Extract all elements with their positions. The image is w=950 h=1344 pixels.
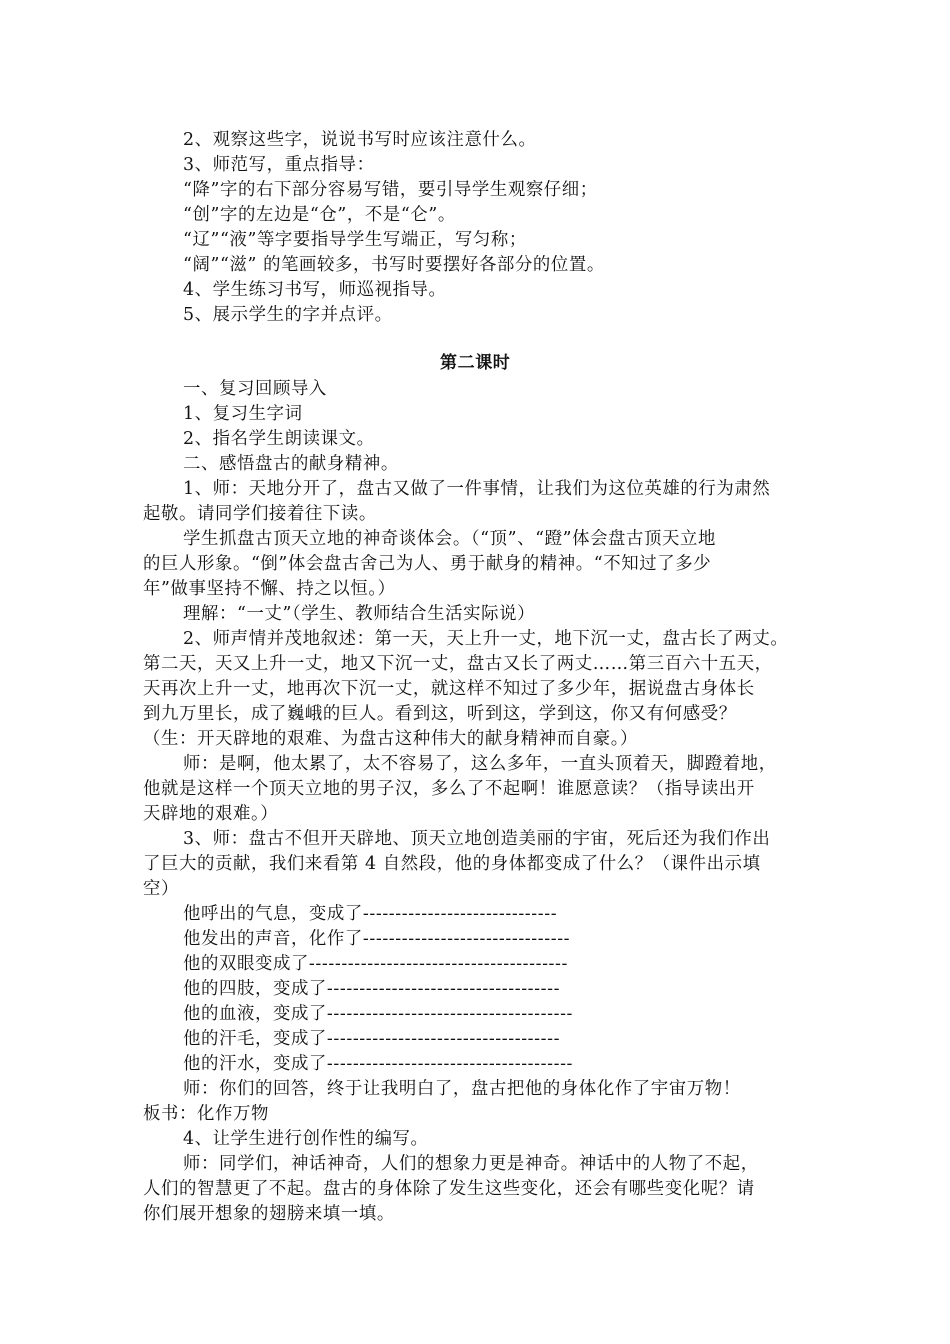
- writing-note: “降”字的右下部分容易写错，要引导学生观察仔细；: [183, 180, 598, 200]
- paragraph-line: 师：同学们，神话神奇，人们的想象力更是神奇。神话中的人物了不起，: [183, 1154, 759, 1174]
- writing-note: “创”字的左边是“仓”，不是“仑”。: [183, 205, 456, 225]
- paragraph-line: 理解：“一丈”（学生、教师结合生活实际说）: [183, 604, 536, 624]
- fill-blank-line: 他的血液，变成了--------------------------------------: [183, 1004, 574, 1024]
- paragraph-line: 天辟地的艰难。）: [143, 804, 279, 824]
- fill-blank-line: 他的四肢，变成了------------------------------------: [183, 979, 561, 999]
- paragraph-line: 了巨大的贡献，我们来看第 4 自然段，他的身体都变成了什么？（课件出示填: [143, 854, 761, 874]
- board-note: 板书：化作万物: [143, 1104, 269, 1124]
- fill-blank-line: 他的汗水，变成了--------------------------------------: [183, 1054, 574, 1074]
- paragraph-line: 年”做事坚持不懈、持之以恒。）: [143, 579, 396, 599]
- paragraph-line: 你们展开想象的翅膀来填一填。: [143, 1204, 395, 1224]
- section-title: 第二课时: [440, 353, 511, 373]
- paragraph-line: （生：开天辟地的艰难、为盘古这种伟大的献身精神而自豪。）: [143, 729, 639, 749]
- part-heading: 一、复习回顾导入: [183, 379, 327, 399]
- paragraph-line: 师：是啊，他太累了，太不容易了，这么多年，一直头顶着天，脚蹬着地，: [183, 754, 777, 774]
- paragraph-line: 4、让学生进行创作性的编写。: [183, 1129, 429, 1149]
- step-3: 3、师范写，重点指导：: [183, 155, 375, 175]
- paragraph-line: 他就是这样一个顶天立地的男子汉，多么了不起啊！谁愿意读？（指导读出开: [143, 779, 755, 799]
- paragraph-line: 学生抓盘古顶天立地的神奇谈体会。（“顶”、“蹬”体会盘古顶天立地: [183, 529, 717, 549]
- paragraph-line: 到九万里长，成了巍峨的巨人。看到这，听到这，学到这，你又有何感受？: [143, 704, 737, 724]
- step-4: 4、学生练习书写，师巡视指导。: [183, 280, 447, 300]
- paragraph-line: 2、指名学生朗读课文。: [183, 429, 375, 449]
- paragraph-line: 的巨人形象。“倒”体会盘古舍己为人、勇于献身的精神。“不知过了多少: [143, 554, 712, 574]
- step-5: 5、展示学生的字并点评。: [183, 305, 393, 325]
- fill-blank-line: 他的双眼变成了----------------------------------------: [183, 954, 568, 974]
- fill-blank-line: 他的汗毛，变成了------------------------------------: [183, 1029, 561, 1049]
- part-heading: 二、感悟盘古的献身精神。: [183, 454, 399, 474]
- step-2: 2、观察这些字，说说书写时应该注意什么。: [183, 130, 537, 150]
- paragraph-line: 人们的智慧更了不起。盘古的身体除了发生这些变化，还会有哪些变化呢？请: [143, 1179, 755, 1199]
- paragraph-line: 天再次上升一丈，地再次下沉一丈，就这样不知过了多少年，据说盘古身体长: [143, 679, 755, 699]
- fill-blank-line: 他呼出的气息，变成了------------------------------: [183, 904, 558, 924]
- paragraph-line: 起敬。请同学们接着往下读。: [143, 504, 377, 524]
- paragraph-line: 空）: [143, 879, 179, 899]
- paragraph-line: 第二天，天又上升一丈，地又下沉一丈，盘古又长了两丈……第三百六十五天，: [143, 654, 773, 674]
- writing-note: “辽”“液”等字要指导学生写端正，写匀称；: [183, 230, 527, 250]
- paragraph-line: 师：你们的回答，终于让我明白了，盘古把他的身体化作了宇宙万物！: [183, 1079, 741, 1099]
- paragraph-line: 3、师：盘古不但开天辟地、顶天立地创造美丽的宇宙，死后还为我们作出: [183, 829, 771, 849]
- paragraph-line: 2、师声情并茂地叙述：第一天，天上升一丈，地下沉一丈，盘古长了两丈。: [183, 629, 789, 649]
- fill-blank-line: 他发出的声音，化作了--------------------------------: [183, 929, 571, 949]
- paragraph-line: 1、师：天地分开了，盘古又做了一件事情，让我们为这位英雄的行为肃然: [183, 479, 771, 499]
- writing-note: “阔”“滋” 的笔画较多，书写时要摆好各部分的位置。: [183, 255, 605, 275]
- paragraph-line: 1、复习生字词: [183, 404, 303, 424]
